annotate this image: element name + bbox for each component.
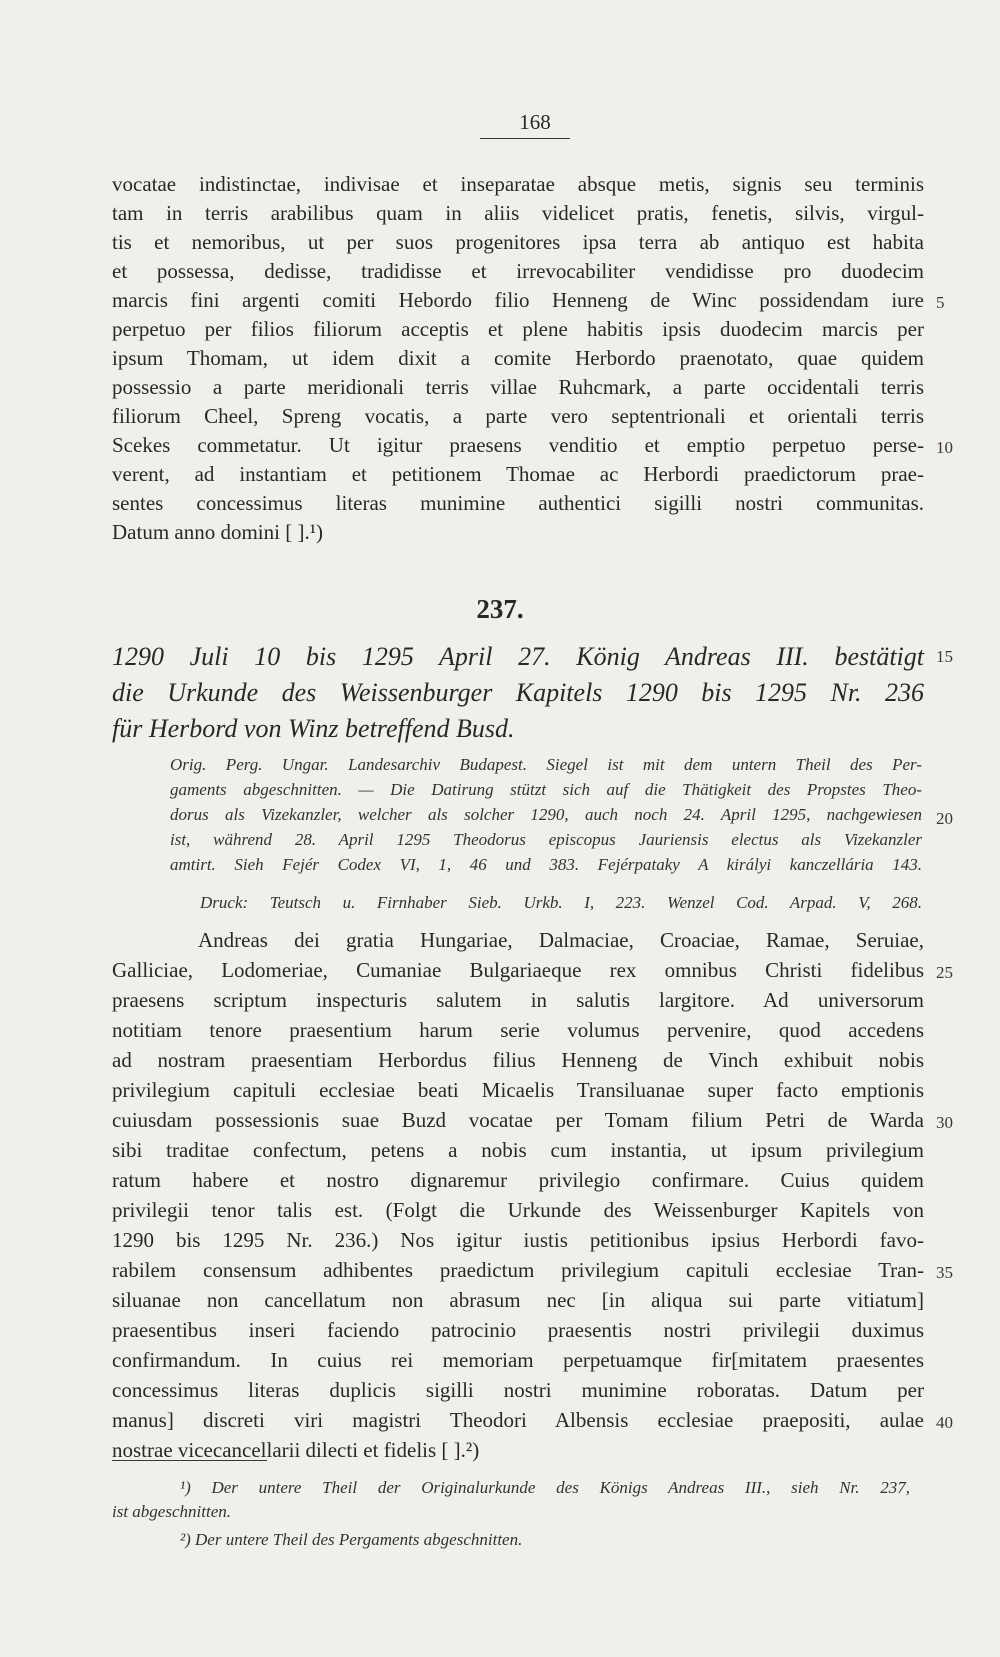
text-line: cuiusdam possessionis suae Buzd vocatae per Tomam filium Petri de Warda — [112, 1108, 924, 1132]
text-line: praesens scriptum inspecturis salutem in salutis largitore. Ad universorum — [112, 988, 924, 1012]
text-line: sentes concessimus literas munimine authentici sigilli nostri communitas. — [112, 491, 924, 515]
text-line: Galliciae, Lodomeriae, Cumaniae Bulgariaeque rex omnibus Christi fidelibus — [112, 958, 924, 982]
text-line: ad nostram praesentiam Herbordus filius Henneng de Vinch exhibuit nobis — [112, 1048, 924, 1072]
heading-line: 1290 Juli 10 bis 1295 April 27. König Andreas III. bestätigt — [112, 642, 924, 671]
print-note: Druck: Teutsch u. Firnhaber Sieb. Urkb. I, 223. Wenzel Cod. Arpad. V, 268. — [200, 893, 922, 912]
text-line: confirmandum. In cuius rei memoriam perpetuamque fir[mitatem praesentes — [112, 1348, 924, 1372]
text-line: privilegii tenor talis est. (Folgt die Urkunde des Weissenburger Kapitels von — [112, 1198, 924, 1222]
footnote-line: ist abgeschnitten. — [112, 1502, 231, 1521]
text-line: notitiam tenore praesentium harum serie volumus pervenire, quod accedens — [112, 1018, 924, 1042]
line-number: 30 — [936, 1113, 953, 1132]
text-line: siluanae non cancellatum non abrasum nec [in aliqua sui parte vitiatum] — [112, 1288, 924, 1312]
footnote-line: ¹) Der untere Theil der Originalurkunde des Königs Andreas III., sieh Nr. 237, — [180, 1478, 910, 1497]
footnote-line: ²) Der untere Theil des Pergaments abgeschnitten. — [180, 1530, 523, 1549]
footnote-rule — [112, 1460, 267, 1461]
text-line: rabilem consensum adhibentes praedictum privilegium capituli ecclesiae Tran- — [112, 1258, 924, 1282]
text-line: sibi traditae confectum, petens a nobis cum instantia, ut ipsum privilegium — [112, 1138, 924, 1162]
page-number: 168 — [519, 110, 551, 134]
text-line: Datum anno domini [ ].¹) — [112, 520, 324, 544]
text-line: ratum habere et nostro dignaremur privilegio confirmare. Cuius quidem — [112, 1168, 924, 1192]
text-line: tis et nemoribus, ut per suos progenitores ipsa terra ab antiquo est habita — [112, 230, 924, 254]
note-line: amtirt. Sieh Fejér Codex VI, 1, 46 und 383. Fejérpataky A királyi kanczellária 143. — [170, 855, 922, 874]
text-line: manus] discreti viri magistri Theodori Albensis ecclesiae praepositi, aulae — [112, 1408, 924, 1432]
text-line: 1290 bis 1295 Nr. 236.) Nos igitur iustis petitionibus ipsius Herbordi favo- — [112, 1228, 924, 1252]
document-number: 237. — [476, 594, 524, 624]
note-line: dorus als Vizekanzler, welcher als solcher 1290, auch noch 24. April 1295, nachgewiesen — [170, 805, 922, 824]
note-line: Orig. Perg. Ungar. Landesarchiv Budapest. Siegel ist mit dem untern Theil des Per- — [170, 755, 922, 774]
line-number: 40 — [936, 1413, 953, 1432]
line-number: 25 — [936, 963, 953, 982]
text-line: verent, ad instantiam et petitionem Thomae ac Herbordi praedictorum prae- — [112, 462, 924, 486]
line-number: 20 — [936, 809, 953, 828]
text-line: et possessa, dedisse, tradidisse et irrevocabiliter vendidisse pro duodecim — [112, 259, 924, 283]
text-line: praesentibus inseri faciendo patrocinio praesentis nostri privilegii duximus — [112, 1318, 924, 1342]
line-number: 35 — [936, 1263, 953, 1282]
text-line: Andreas dei gratia Hungariae, Dalmaciae, Croaciae, Ramae, Seruiae, — [198, 928, 924, 952]
line-number: 15 — [936, 647, 953, 666]
text-line: privilegium capituli ecclesiae beati Micaelis Transiluanae super facto emptionis — [112, 1078, 924, 1102]
text-line: concessimus literas duplicis sigilli nostri munimine roboratas. Datum per — [112, 1378, 924, 1402]
line-number: 5 — [936, 293, 945, 312]
text-line: nostrae vicecancellarii dilecti et fidelis [ ].²) — [112, 1438, 480, 1462]
page-number-rule — [480, 138, 570, 139]
text-line: ipsum Thomam, ut idem dixit a comite Herbordo praenotato, quae quidem — [112, 346, 924, 370]
note-line: gaments abgeschnitten. — Die Datirung stützt sich auf die Thätigkeit des Propstes Theo- — [170, 780, 922, 799]
text-line: possessio a parte meridionali terris villae Ruhcmark, a parte occidentali terris — [112, 375, 924, 399]
text-line: filiorum Cheel, Spreng vocatis, a parte vero septentrionali et orientali terris — [112, 404, 924, 428]
heading-line: die Urkunde des Weissenburger Kapitels 1290 bis 1295 Nr. 236 — [112, 678, 924, 707]
text-line: Scekes commetatur. Ut igitur praesens venditio et emptio perpetuo perse- — [112, 433, 924, 457]
note-line: ist, während 28. April 1295 Theodorus episcopus Jauriensis electus als Vizekanzler — [170, 830, 922, 849]
text-line: perpetuo per filios filiorum acceptis et plene habitis ipsis duodecim marcis per — [112, 317, 924, 341]
text-line: vocatae indistinctae, indivisae et inseparatae absque metis, signis seu terminis — [112, 172, 924, 196]
text-line: tam in terris arabilibus quam in aliis videlicet pratis, fenetis, silvis, virgul- — [112, 201, 924, 225]
heading-line: für Herbord von Winz betreffend Busd. — [112, 714, 515, 743]
text-line: marcis fini argenti comiti Hebordo filio Henneng de Winc possidendam iure — [112, 288, 924, 312]
line-number: 10 — [936, 438, 953, 457]
